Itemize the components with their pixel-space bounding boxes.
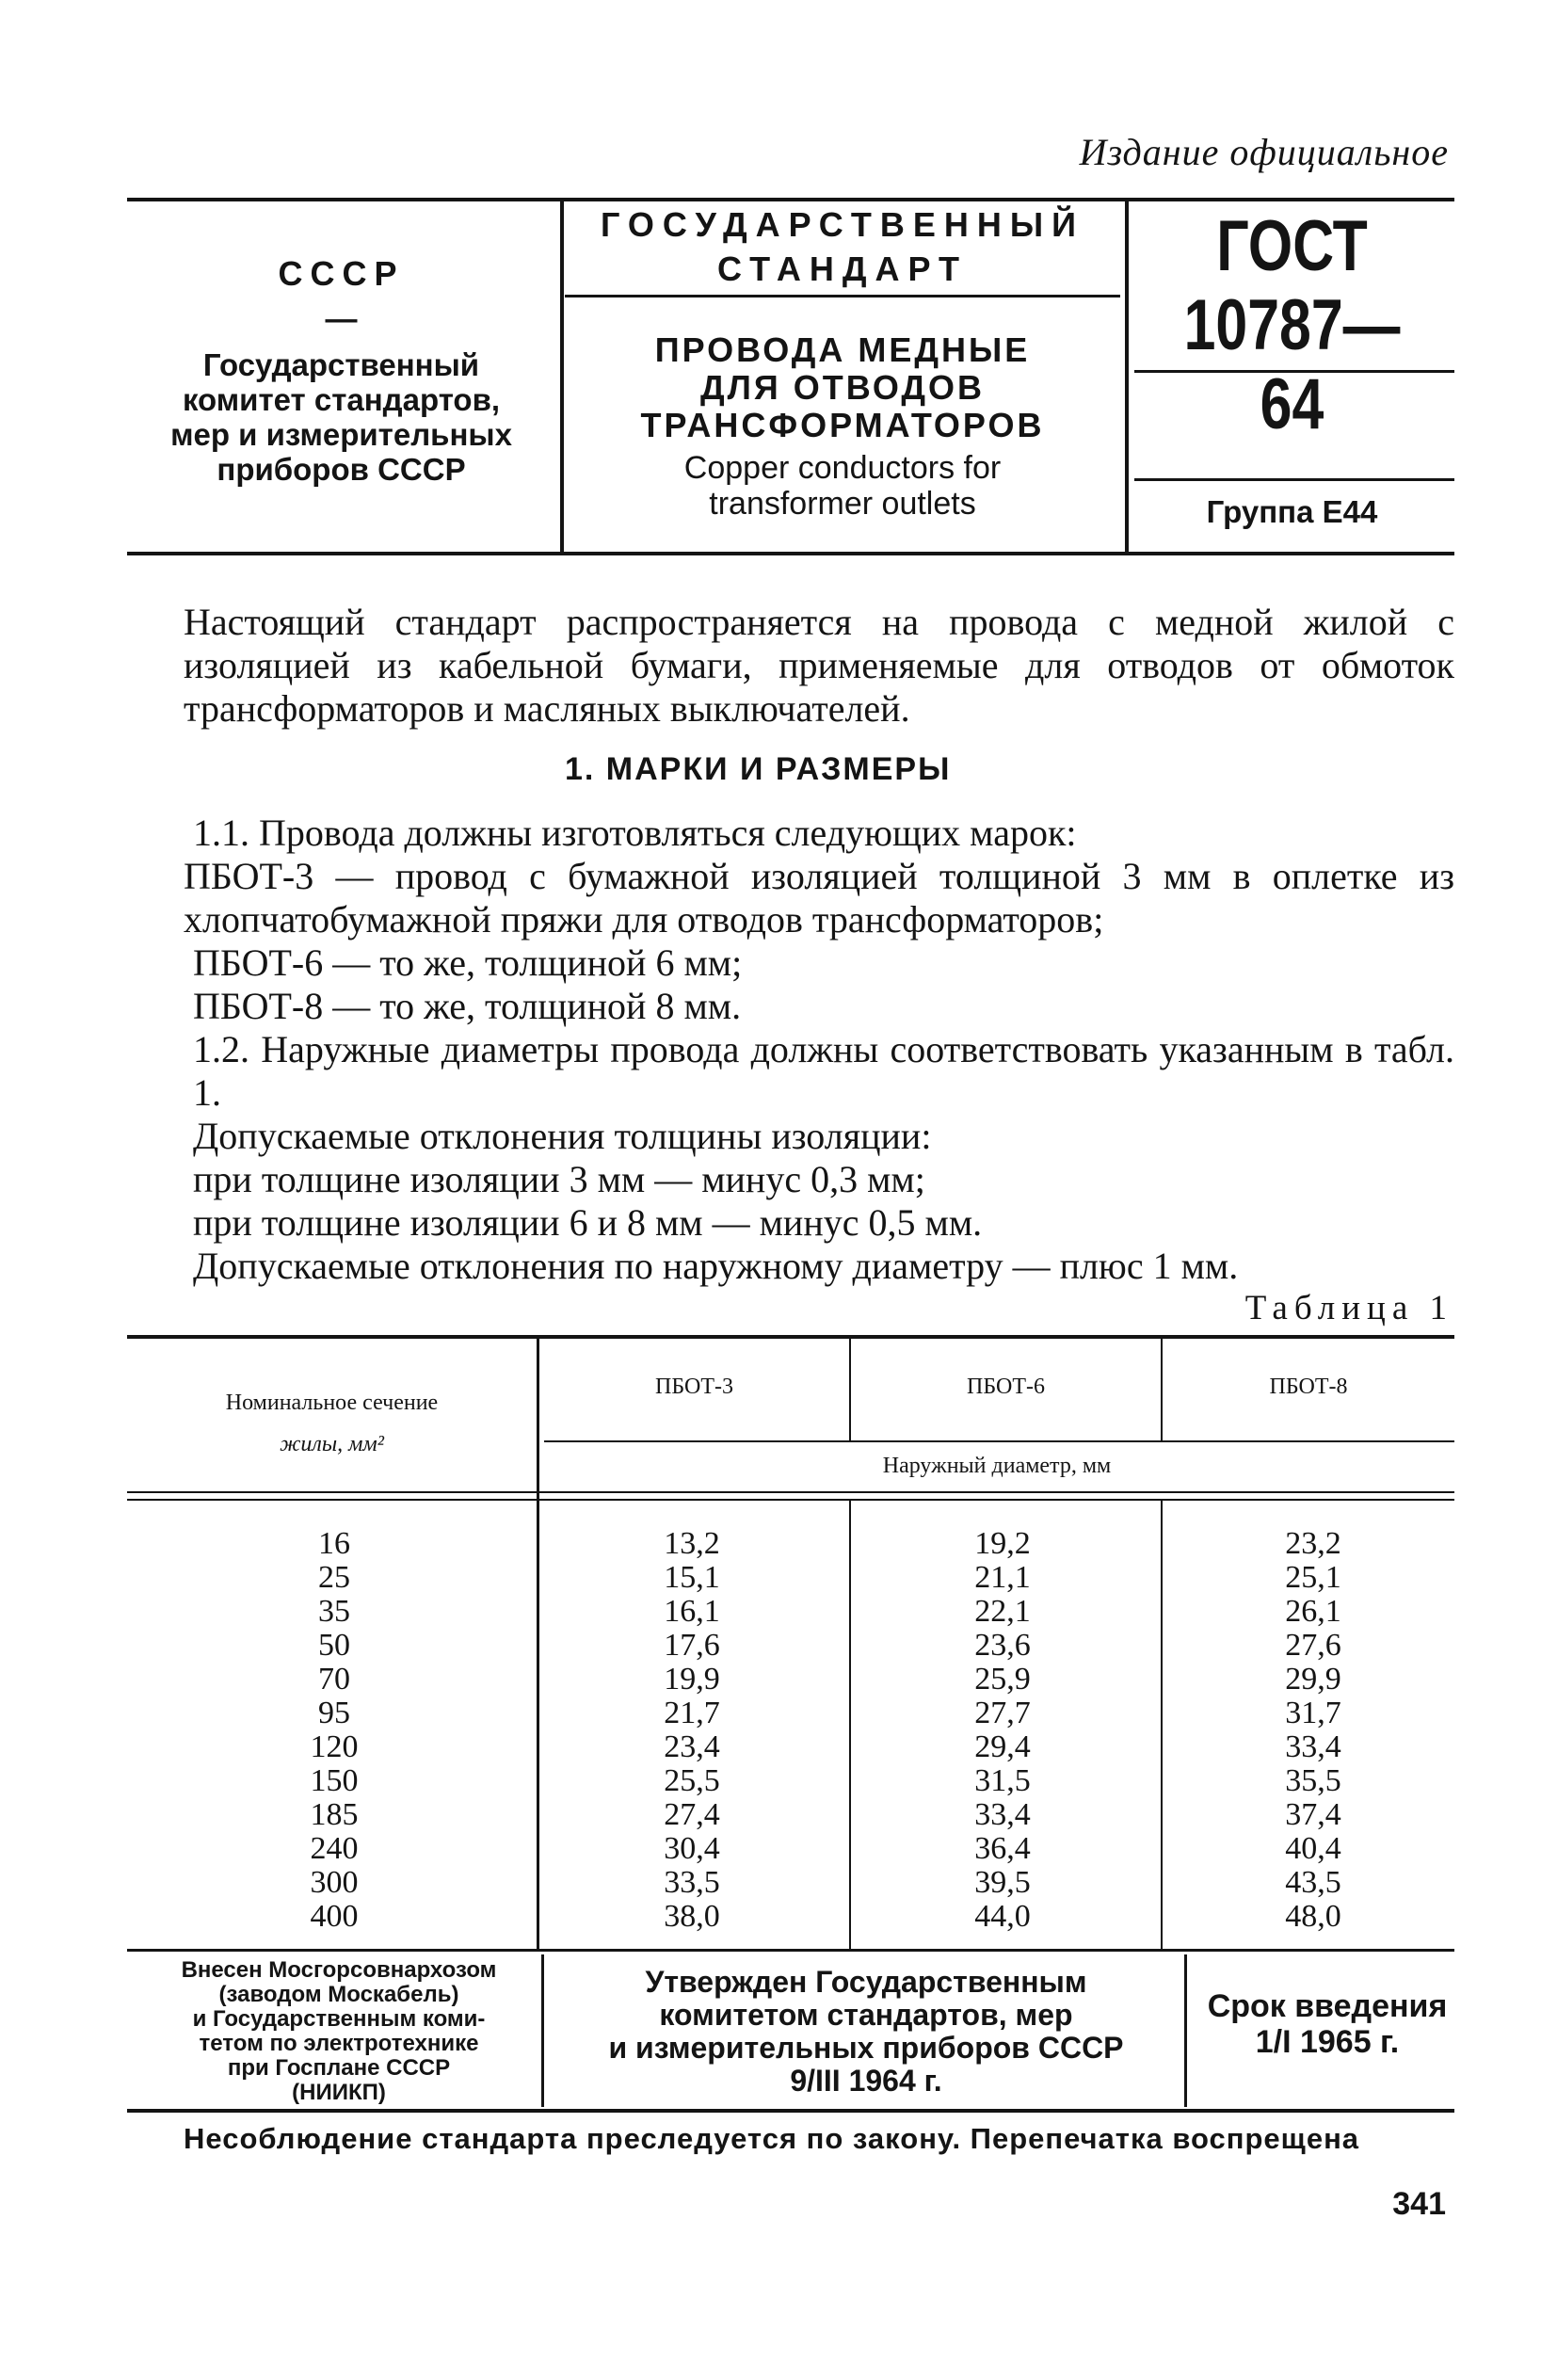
table-cell-pbot8: 25,1 [1285, 1560, 1341, 1595]
approved-by-line: Утвержден Государственным [645, 1965, 1087, 1999]
header-divider-left [560, 200, 564, 554]
document-title-line: ДЛЯ ОТВОДОВ [699, 368, 986, 407]
pbot8-description: ПБОТ-8 — то же, толщиной 8 мм. [193, 985, 742, 1027]
table-cell-pbot6: 39,5 [974, 1865, 1031, 1900]
tolerance-6-8mm: при толщине изоляции 6 и 8 мм — минус 0,5 мм. [193, 1201, 983, 1244]
clause-1-2: 1.2. Наружные диаметры провода должны соответствовать указанным в табл. 1. [193, 1028, 1454, 1114]
approved-by-line: 9/III 1964 г. [790, 2064, 942, 2098]
table-cell-section: 95 [318, 1696, 350, 1730]
country-label: СССР [278, 254, 405, 293]
table-cell-pbot3: 16,1 [664, 1594, 720, 1629]
table-vline-2b [849, 1501, 851, 1949]
table-cell-pbot8: 27,6 [1285, 1628, 1341, 1663]
header-top-rule [127, 198, 1454, 201]
clause-1-1: 1.1. Провода должны изготовляться следующих марок: [193, 812, 1077, 854]
approved-by-line: комитетом стандартов, мер [659, 1998, 1073, 2032]
table-cell-section: 16 [318, 1526, 350, 1561]
issuer-org [127, 347, 555, 487]
table-cell-pbot3: 21,7 [664, 1696, 720, 1730]
table-cell-pbot6: 21,1 [974, 1560, 1031, 1595]
table-cell-pbot3: 27,4 [664, 1797, 720, 1832]
table-cell-pbot6: 33,4 [974, 1797, 1031, 1832]
table-cell-pbot8: 48,0 [1285, 1899, 1341, 1934]
table-cell-section: 50 [318, 1628, 350, 1663]
table-caption: Таблица 1 [1244, 1289, 1453, 1327]
table-bottom-rule [127, 1949, 1454, 1952]
table-cell-pbot6: 31,5 [974, 1763, 1031, 1798]
tolerance-intro: Допускаемые отклонения толщины изоляции: [193, 1115, 932, 1157]
introduced-by-line: (НИИКП) [292, 2080, 386, 2105]
introduced-by-line: и Государственным коми- [192, 2006, 486, 2032]
footer-bottom-rule [127, 2109, 1454, 2113]
table-cell-pbot6: 27,7 [974, 1696, 1031, 1730]
introduced-by-line: (заводом Москабель) [218, 1982, 459, 2007]
issuer-org-line: комитет стандартов, [182, 382, 501, 417]
pbot3-description: ПБОТ-3 — провод с бумажной изоляцией толщиной 3 мм в оплетке из хлопчатобумажной пряжи для отводов трансформаторов; [184, 855, 1454, 941]
table-cell-pbot8: 31,7 [1285, 1696, 1341, 1730]
approved-by-line: и измерительных приборов СССР [608, 2031, 1124, 2065]
table-cell-section: 35 [318, 1594, 350, 1629]
table-cell-section: 240 [310, 1831, 359, 1866]
introduced-by-line: тетом по электротехнике [199, 2031, 479, 2056]
table-cell-pbot8: 37,4 [1285, 1797, 1341, 1832]
introduced-by-line: при Госплане СССР [227, 2055, 451, 2081]
table-header-pbot3: ПБОТ-3 [655, 1375, 733, 1399]
table-cell-pbot6: 23,6 [974, 1628, 1031, 1663]
footer-vline-2 [1184, 1954, 1187, 2107]
issuer-block [127, 254, 555, 487]
table-vline-1 [537, 1337, 539, 1949]
group-label: Группа Е44 [1206, 494, 1378, 529]
table-column-pbot3 [640, 1527, 744, 1934]
table-cell-section: 300 [310, 1865, 359, 1900]
table-cell-pbot3: 38,0 [664, 1899, 720, 1934]
header-right-rule-2 [1134, 478, 1454, 481]
table-cell-section: 185 [310, 1797, 359, 1832]
standard-heading [565, 202, 1120, 291]
document-title [565, 331, 1120, 444]
introduced-by [132, 1958, 546, 2105]
table-cell-pbot6: 19,2 [974, 1526, 1031, 1561]
header-bottom-rule [127, 552, 1454, 555]
table-cell-pbot6: 29,4 [974, 1729, 1031, 1764]
table-cell-pbot8: 40,4 [1285, 1831, 1341, 1866]
gost-number: 10787—64 [1183, 285, 1401, 444]
table-header-section-line: жилы, мм² [280, 1432, 384, 1456]
table-cell-section: 120 [310, 1729, 359, 1764]
table-header-section [127, 1382, 537, 1465]
approved-by [584, 1966, 1148, 2098]
tolerance-diameter: Допускаемые отклонения по наружному диаметру — плюс 1 мм. [193, 1245, 1239, 1287]
edition-label: Издание официальное [1079, 131, 1449, 173]
table-header-pbot8: ПБОТ-8 [1269, 1375, 1348, 1399]
table-cell-pbot8: 29,9 [1285, 1662, 1341, 1697]
table-vline-3b [1161, 1501, 1163, 1949]
page-number: 341 [1392, 2186, 1446, 2222]
effective-date-line: 1/I 1965 г. [1255, 2024, 1400, 2060]
english-title-line: transformer outlets [709, 486, 976, 522]
english-title-line: Copper conductors for [683, 450, 1002, 486]
table-header-rule-2 [127, 1499, 1454, 1501]
table-cell-pbot3: 33,5 [664, 1865, 720, 1900]
table-header-pbot6: ПБОТ-6 [967, 1375, 1045, 1399]
table-cell-pbot8: 43,5 [1285, 1865, 1341, 1900]
header-divider-right [1125, 200, 1129, 554]
table-cell-pbot8: 26,1 [1285, 1594, 1341, 1629]
law-notice: Несоблюдение стандарта преследуется по закону. Перепечатка воспрещена [184, 2122, 1360, 2155]
table-column-section [282, 1527, 386, 1934]
table-cell-pbot6: 25,9 [974, 1662, 1031, 1697]
gost-designation [1163, 207, 1422, 444]
table-cell-pbot3: 13,2 [664, 1526, 720, 1561]
table-cell-pbot3: 19,9 [664, 1662, 720, 1697]
table-cell-section: 400 [310, 1899, 359, 1934]
table-cell-pbot3: 17,6 [664, 1628, 720, 1663]
standard-heading-line: СТАНДАРТ [717, 249, 968, 288]
table-cell-pbot3: 30,4 [664, 1831, 720, 1866]
standard-heading-line: ГОСУДАРСТВЕННЫЙ [600, 205, 1084, 244]
table-cell-pbot8: 23,2 [1285, 1526, 1341, 1561]
table-column-pbot8 [1261, 1527, 1365, 1934]
english-title [565, 450, 1120, 522]
effective-date [1191, 1988, 1464, 2060]
table-cell-pbot8: 33,4 [1285, 1729, 1341, 1764]
issuer-org-line: приборов СССР [217, 452, 466, 487]
tolerance-3mm: при толщине изоляции 3 мм — минус 0,3 мм; [193, 1158, 925, 1200]
table-cell-pbot3: 15,1 [664, 1560, 720, 1595]
introduced-by-line: Внесен Мосгорсовнархозом [181, 1957, 497, 1983]
table-cell-section: 25 [318, 1560, 350, 1595]
issuer-org-line: Государственный [202, 347, 480, 382]
table-cell-section: 70 [318, 1662, 350, 1697]
table-cell-section: 150 [310, 1763, 359, 1798]
issuer-org-line: мер и измерительных [170, 417, 512, 452]
pbot6-description: ПБОТ-6 — то же, толщиной 6 мм; [193, 941, 743, 984]
issuer-dash: — [325, 301, 358, 337]
document-title-line: ПРОВОДА МЕДНЫЕ [654, 330, 1031, 369]
table-header-rule-1 [127, 1491, 1454, 1493]
table-top-rule [127, 1335, 1454, 1339]
table-subheader: Наружный диаметр, мм [882, 1454, 1112, 1478]
table-cell-pbot6: 36,4 [974, 1831, 1031, 1866]
table-cell-pbot8: 35,5 [1285, 1763, 1341, 1798]
table-header-section-line: Номинальное сечение [225, 1391, 439, 1415]
header-mid-rule [565, 295, 1120, 298]
table-column-pbot6 [951, 1527, 1054, 1934]
table-cell-pbot3: 25,5 [664, 1763, 720, 1798]
table-cell-pbot6: 22,1 [974, 1594, 1031, 1629]
effective-date-line: Срок введения [1207, 1988, 1448, 2024]
document-title-line: ТРАНСФОРМАТОРОВ [640, 406, 1045, 444]
intro-paragraph: Настоящий стандарт распространяется на провода с медной жилой с изоляцией из кабельной бумаги, применяемые для отводов от обмоток трансформаторов и масляных выключателей. [184, 601, 1454, 730]
table-cell-pbot6: 44,0 [974, 1899, 1031, 1934]
table-cell-pbot3: 23,4 [664, 1729, 720, 1764]
table-subheader-rule [544, 1440, 1454, 1442]
section-title: 1. МАРКИ И РАЗМЕРЫ [565, 751, 952, 787]
gost-label: ГОСТ [1216, 206, 1368, 286]
